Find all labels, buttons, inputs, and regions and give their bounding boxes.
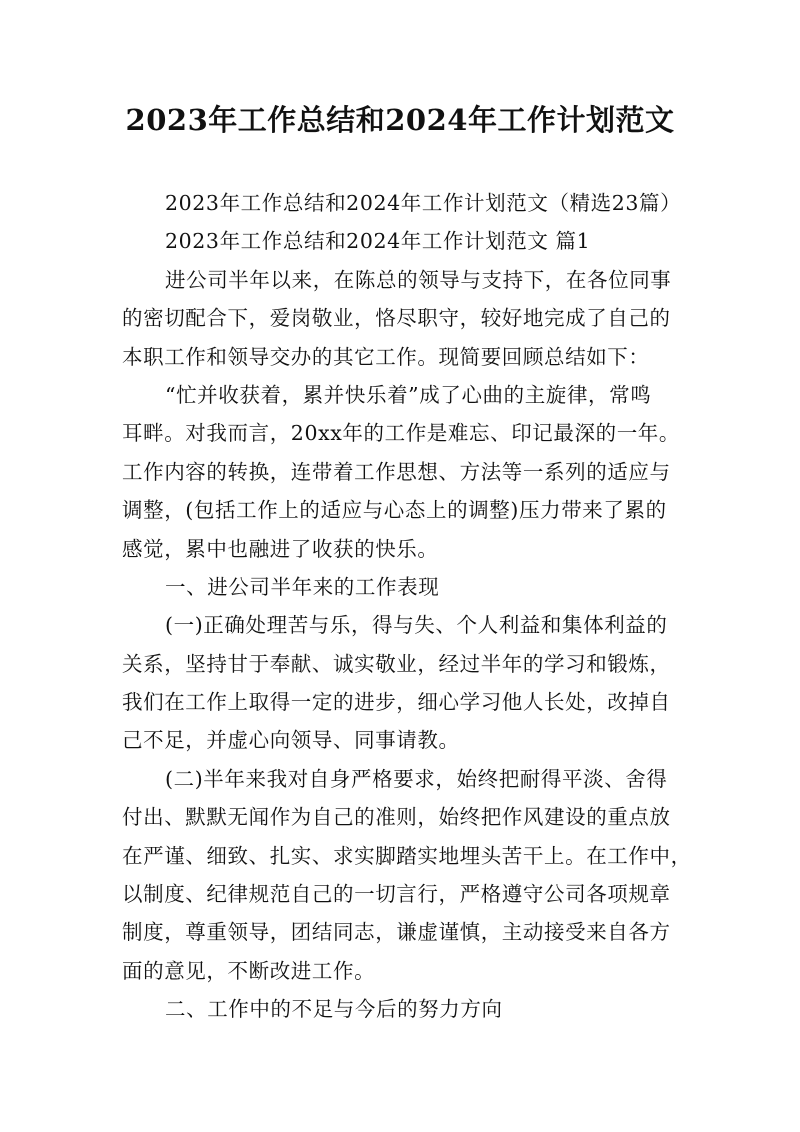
paragraph-line: 本职工作和领导交办的其它工作。现简要回顾总结如下： [122,344,650,369]
paragraph-line: 感觉，累中也融进了收获的快乐。 [122,536,439,561]
paragraph-line: (二)半年来我对自身严格要求，始终把耐得平淡、舍得 [165,766,668,791]
paragraph-line: (一)正确处理苦与乐，得与失、个人利益和集体利益的 [165,613,668,638]
subtitle-line: 2023年工作总结和2024年工作计划范文（精选23篇） [165,191,682,215]
paragraph-line: 调整，(包括工作上的适应与心态上的调整)压力带来了累的 [122,498,667,523]
paragraph-line: 工作内容的转换，连带着工作思想、方法等一系列的适应与 [122,459,671,484]
paragraph-line: 进公司半年以来，在陈总的领导与支持下，在各位同事 [165,267,672,292]
section-heading-line: 2023年工作总结和2024年工作计划范文 篇1 [165,229,591,254]
paragraph-line: 在严谨、细致、扎实、求实脚踏实地埋头苦干上。在工作中， [122,843,692,868]
paragraph-line: 付出、默默无闻作为自己的准则，始终把作风建设的重点放 [122,805,671,830]
paragraph-line: 以制度、纪律规范自己的一切言行，严格遵守公司各项规章 [122,882,671,907]
paragraph-line: 己不足，并虚心向领导、同事请教。 [122,728,460,753]
paragraph-line: 制度，尊重领导，团结同志，谦虚谨慎，主动接受来自各方 [122,920,671,945]
heading-line: 二、工作中的不足与今后的努力方向 [165,997,503,1022]
paragraph-line: 面的意见，不断改进工作。 [122,958,376,983]
document-body [122,184,692,1029]
paragraph-line: 关系，坚持甘于奉献、诚实敬业，经过半年的学习和锻炼， [122,651,671,676]
paragraph-line: 的密切配合下，爱岗敬业，恪尽职守，较好地完成了自己的 [122,306,671,331]
paragraph-line: 我们在工作上取得一定的进步，细心学习他人长处，改掉自 [122,690,671,715]
paragraph-line: “忙并收获着，累并快乐着”成了心曲的主旋律，常鸣 [165,382,652,407]
heading-line: 一、进公司半年来的工作表现 [165,574,440,599]
document-title: 2023年工作总结和2024年工作计划范文 [125,103,675,137]
paragraph-line: 耳畔。对我而言，20xx年的工作是难忘、印记最深的一年。 [122,421,681,446]
